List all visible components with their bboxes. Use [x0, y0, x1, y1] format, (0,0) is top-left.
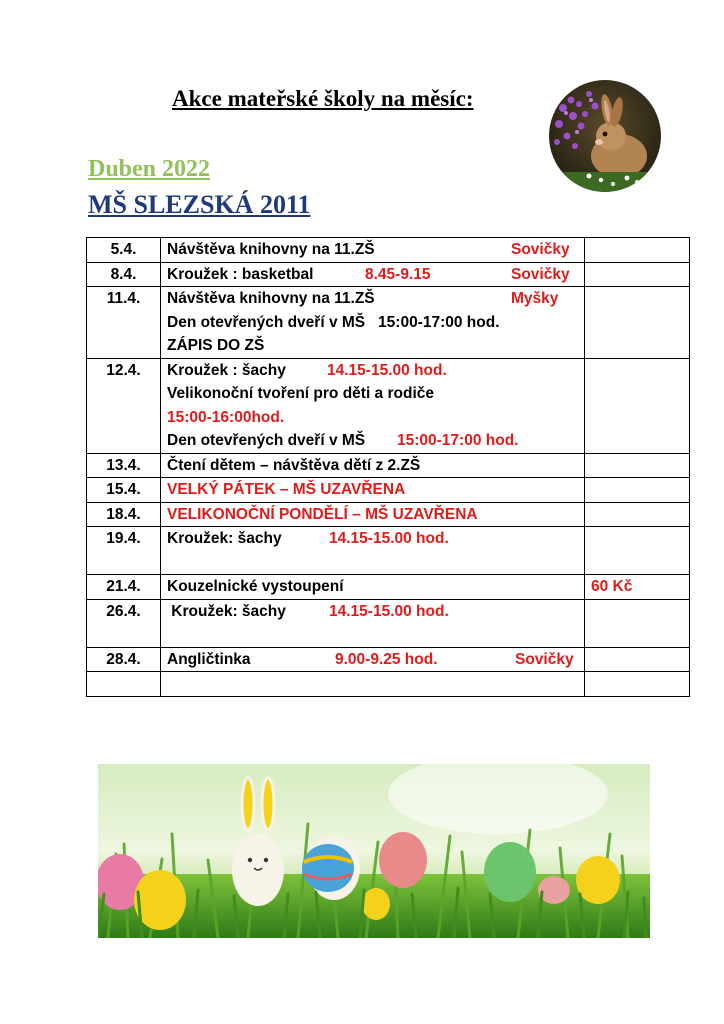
table-row — [87, 453, 690, 478]
easter-banner — [98, 764, 650, 938]
time-label: 8.45-9.15 — [365, 265, 431, 283]
price-cell — [585, 672, 690, 697]
event-text: Angličtinka — [167, 650, 251, 668]
event-text: Kroužek : basketbal — [167, 265, 314, 283]
closure-notice: VELIKONOČNÍ PONDĚLÍ – MŠ UZAVŘENA — [167, 505, 478, 523]
event-cell — [161, 287, 585, 359]
date-cell: 8.4. — [87, 262, 161, 287]
event-text: Den otevřených dveří v MŠ — [167, 432, 366, 449]
price-cell — [585, 262, 690, 287]
closure-notice: VELKÝ PÁTEK – MŠ UZAVŘENA — [167, 481, 406, 498]
time-label: 15:00-17:00 hod. — [397, 432, 519, 449]
price-cell: 60 Kč — [585, 575, 690, 600]
price-cell — [585, 527, 690, 575]
date-cell: 12.4. — [87, 358, 161, 453]
event-cell — [161, 599, 585, 647]
table-row — [87, 672, 690, 697]
event-cell — [161, 358, 585, 453]
table-row — [87, 287, 690, 359]
price-cell — [585, 453, 690, 478]
event-text: Čtení dětem – návštěva dětí z 2.ZŠ — [167, 456, 421, 474]
price-cell — [585, 238, 690, 263]
date-cell: 15.4. — [87, 478, 161, 503]
date-cell: 21.4. — [87, 575, 161, 600]
group-label: Sovičky — [511, 265, 570, 283]
price-cell — [585, 478, 690, 503]
price-cell — [585, 502, 690, 527]
event-text: Návštěva knihovny na 11.ZŠ — [167, 241, 375, 258]
month-heading: Duben 2022 — [88, 156, 211, 182]
event-cell — [161, 478, 585, 503]
event-cell — [161, 502, 585, 527]
table-row — [87, 599, 690, 647]
price-cell — [585, 358, 690, 453]
table-row — [87, 358, 690, 453]
time-label: 9.00-9.25 hod. — [335, 650, 438, 668]
table-row — [87, 238, 690, 263]
school-heading: MŠ SLEZSKÁ 2011 — [88, 190, 311, 219]
event-cell — [161, 672, 585, 697]
event-text: Kroužek: šachy — [167, 530, 282, 547]
date-cell — [87, 672, 161, 697]
time-label: 14.15-15.00 hod. — [327, 361, 447, 379]
page-title: Akce mateřské školy na měsíc: — [172, 86, 474, 111]
price-cell — [585, 647, 690, 672]
event-text: ZÁPIS DO ZŠ — [167, 337, 265, 354]
event-cell — [161, 453, 585, 478]
event-cell — [161, 647, 585, 672]
date-cell: 5.4. — [87, 238, 161, 263]
group-label: Sovičky — [515, 650, 574, 668]
time-label: 15:00-16:00hod. — [167, 408, 285, 426]
event-text: Den otevřených dveří v MŠ 15:00-17:00 hod. — [167, 313, 500, 331]
event-cell — [161, 238, 585, 263]
table-row — [87, 478, 690, 503]
price-cell — [585, 599, 690, 647]
event-cell — [161, 575, 585, 600]
event-text: Kouzelnické vystoupení — [167, 578, 344, 595]
event-cell — [161, 527, 585, 575]
event-text: Kroužek : šachy — [167, 361, 286, 379]
group-label: Sovičky — [511, 241, 570, 258]
event-cell — [161, 262, 585, 287]
table-row — [87, 262, 690, 287]
date-cell: 13.4. — [87, 453, 161, 478]
date-cell: 28.4. — [87, 647, 161, 672]
event-text: Kroužek: šachy — [167, 602, 286, 620]
bunny-photo — [549, 80, 661, 192]
date-cell: 11.4. — [87, 287, 161, 359]
date-cell: 19.4. — [87, 527, 161, 575]
table-row — [87, 527, 690, 575]
event-text: Návštěva knihovny na 11.ZŠ — [167, 290, 375, 307]
group-label: Myšky — [511, 290, 559, 307]
date-cell: 18.4. — [87, 502, 161, 527]
schedule-table — [86, 237, 690, 697]
date-cell: 26.4. — [87, 599, 161, 647]
table-row — [87, 502, 690, 527]
price-cell — [585, 287, 690, 359]
time-label: 14.15-15.00 hod. — [329, 530, 449, 547]
table-row — [87, 647, 690, 672]
time-label: 14.15-15.00 hod. — [329, 602, 449, 620]
table-row — [87, 575, 690, 600]
event-text: Velikonoční tvoření pro děti a rodiče — [167, 385, 435, 402]
